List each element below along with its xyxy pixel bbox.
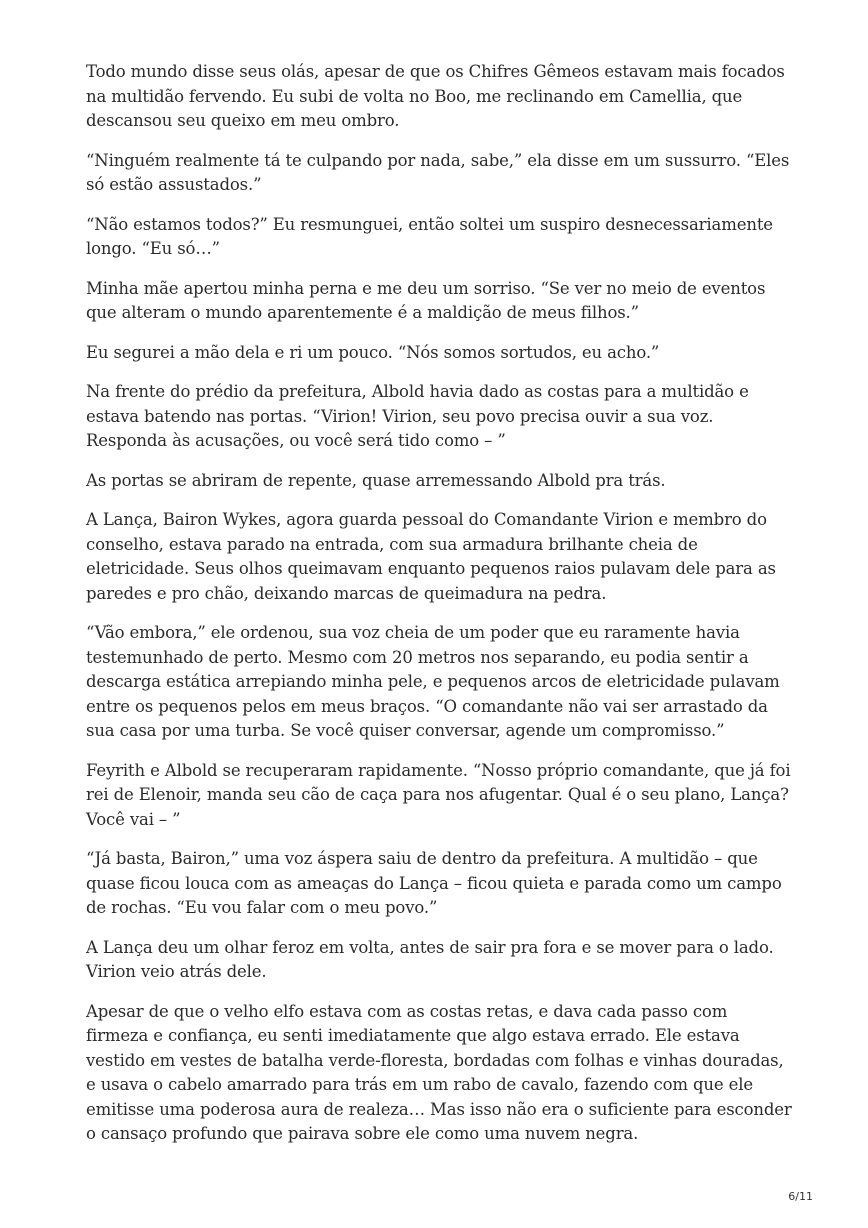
paragraph-10: Feyrith e Albold se recuperaram rapidamente. “Nosso próprio comandante, que já foi rei de Elenoir, manda seu cão de caça para nos afugentar. Qual é o seu plano, Lança? Você vai – ” <box>86 760 791 829</box>
paragraph-2: “Ninguém realmente tá te culpando por nada, sabe,” ela disse em um sussurro. “Eles só estão assustados.” <box>86 150 790 194</box>
paragraph-11: “Já basta, Bairon,” uma voz áspera saiu de dentro da prefeitura. A multidão – que quase ficou louca com as ameaças do Lança – ficou quieta e parada como um campo de rochas. “Eu vou falar com o meu povo.” <box>86 849 782 917</box>
paragraph-7: As portas se abriram de repente, quase arremessando Albold pra trás. <box>86 470 666 490</box>
document-body <box>86 60 792 1162</box>
paragraph-4: Minha mãe apertou minha perna e me deu um sorriso. “Se ver no meio de eventos que alteram o mundo aparentemente é a maldição de meus filhos.” <box>86 278 766 322</box>
paragraph-12: A Lança deu um olhar feroz em volta, antes de sair pra fora e se mover para o lado. Virion veio atrás dele. <box>86 937 774 981</box>
paragraph-8: A Lança, Bairon Wykes, agora guarda pessoal do Comandante Virion e membro do conselho, estava parado na entrada, com sua armadura brilhante cheia de eletricidade. Seus olhos queimavam enquanto pequenos raios pulavam dele para as paredes e pro chão, deixando marcas de queimadura na pedra. <box>86 510 776 603</box>
paragraph-1: Todo mundo disse seus olás, apesar de que os Chifres Gêmeos estavam mais focados na multidão fervendo. Eu subi de volta no Boo, me reclinando em Camellia, que descansou seu queixo em meu ombro. <box>86 62 785 130</box>
paragraph-9: “Vão embora,” ele ordenou, sua voz cheia de um poder que eu raramente havia testemunhado de perto. Mesmo com 20 metros nos separando, eu podia sentir a descarga estática arrepiando minha pele, e pequenos arcos de eletricidade pulavam entre os pequenos pelos em meus braços. “O comandante não vai ser arrastado da sua casa por uma turba. Se você quiser conversar, agende um compromisso.” <box>86 623 780 740</box>
page-number: 6/11 <box>788 1190 813 1203</box>
paragraph-5: Eu segurei a mão dela e ri um pouco. “Nós somos sortudos, eu acho.” <box>86 342 660 362</box>
paragraph-3: “Não estamos todos?” Eu resmunguei, então soltei um suspiro desnecessariamente longo. “Eu só…” <box>86 214 773 258</box>
paragraph-6: Na frente do prédio da prefeitura, Albold havia dado as costas para a multidão e estava batendo nas portas. “Virion! Virion, seu povo precisa ouvir a sua voz. Responda às acusações, ou você será tido como – ” <box>86 382 749 450</box>
paragraph-13: Apesar de que o velho elfo estava com as costas retas, e dava cada passo com firmeza e confiança, eu senti imediatamente que algo estava errado. Ele estava vestido em vestes de batalha verde-floresta, bordadas com folhas e vinhas douradas, e usava o cabelo amarrado para trás em um rabo de cavalo, fazendo com que ele emitisse uma poderosa aura de realeza… Mas isso não era o suficiente para esconder o cansaço profundo que pairava sobre ele como uma nuvem negra. <box>86 1001 792 1143</box>
